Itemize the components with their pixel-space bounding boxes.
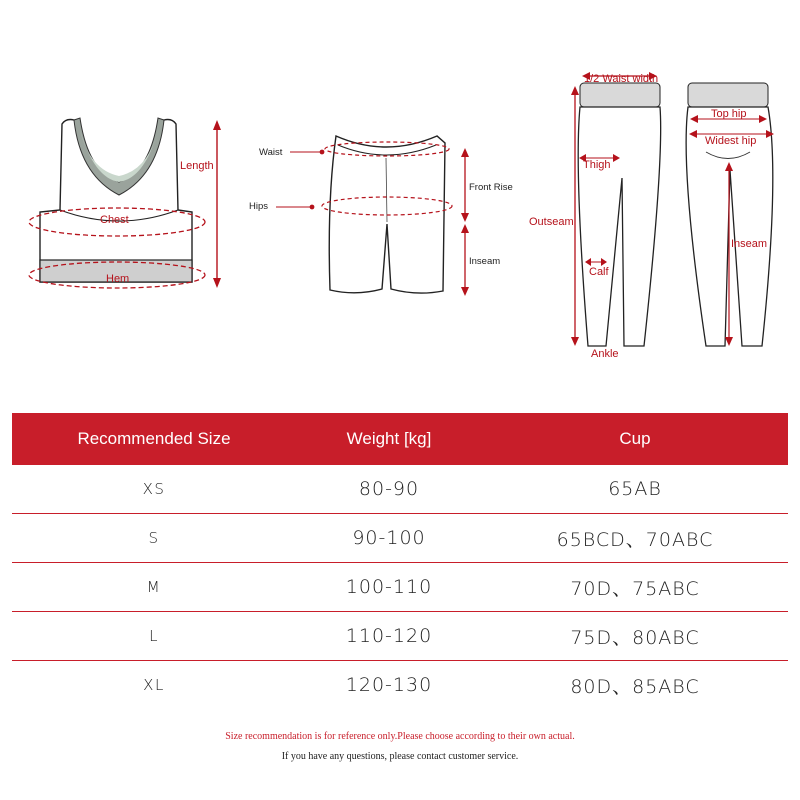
table-row — [12, 514, 788, 563]
table-header-row — [12, 413, 788, 465]
label-hem: Hem — [106, 273, 130, 285]
cell-size: M — [12, 563, 296, 612]
cell-cup: 65AB — [482, 465, 788, 514]
label-length: Length — [180, 160, 214, 172]
cell-weight: 120-130 — [345, 674, 433, 696]
label-widest-hip: Widest hip — [705, 135, 757, 147]
size-diagrams — [0, 0, 800, 380]
sports-bra-diagram — [29, 118, 221, 288]
footnote — [0, 727, 800, 767]
note-contact-service: If you have any questions, please contact customer service. — [281, 751, 519, 762]
label-waist: Waist — [259, 147, 283, 158]
table-row — [12, 465, 788, 514]
header-cup: Cup — [619, 429, 651, 448]
cell-size: S — [12, 514, 296, 563]
cell-weight: 100-110 — [296, 563, 482, 612]
leggings-back-diagram — [686, 83, 774, 346]
label-front-rise: Front Rise — [469, 182, 513, 193]
label-top-hip: Top hip — [711, 108, 747, 120]
table-row — [12, 661, 788, 710]
table-row — [12, 612, 788, 661]
header-weight: Weight [kg] — [346, 429, 432, 448]
size-table — [12, 413, 788, 709]
label-thigh: Thigh — [583, 159, 611, 171]
cell-cup: 70D、75ABC — [482, 563, 788, 612]
cell-cup: 75D、80ABC — [482, 612, 788, 661]
label-half-waist-width: 1/2 Waist width — [584, 73, 659, 85]
cell-size: XL — [143, 676, 165, 694]
cell-cup: 65BCD、70ABC — [482, 514, 788, 563]
cell-size: L — [12, 612, 296, 661]
cell-size: XS — [12, 465, 296, 514]
label-inseam-shorts: Inseam — [469, 256, 501, 267]
cell-weight: 80-90 — [296, 465, 482, 514]
cell-cup: 80D、85ABC — [570, 675, 700, 698]
cell-weight: 110-120 — [296, 612, 482, 661]
label-hips: Hips — [249, 201, 269, 212]
shorts-diagram — [249, 136, 513, 296]
label-calf: Calf — [589, 266, 609, 278]
label-outseam: Outseam — [529, 216, 574, 228]
leggings-front-diagram — [529, 72, 661, 360]
header-recommended-size: Recommended Size — [77, 429, 231, 448]
label-ankle: Ankle — [591, 348, 619, 360]
table-row — [12, 563, 788, 612]
cell-weight: 90-100 — [296, 514, 482, 563]
note-reference-only: Size recommendation is for reference only.Please choose according to their own actual. — [225, 731, 575, 742]
label-inseam-leggings: Inseam — [731, 238, 768, 250]
label-chest: Chest — [100, 214, 129, 226]
